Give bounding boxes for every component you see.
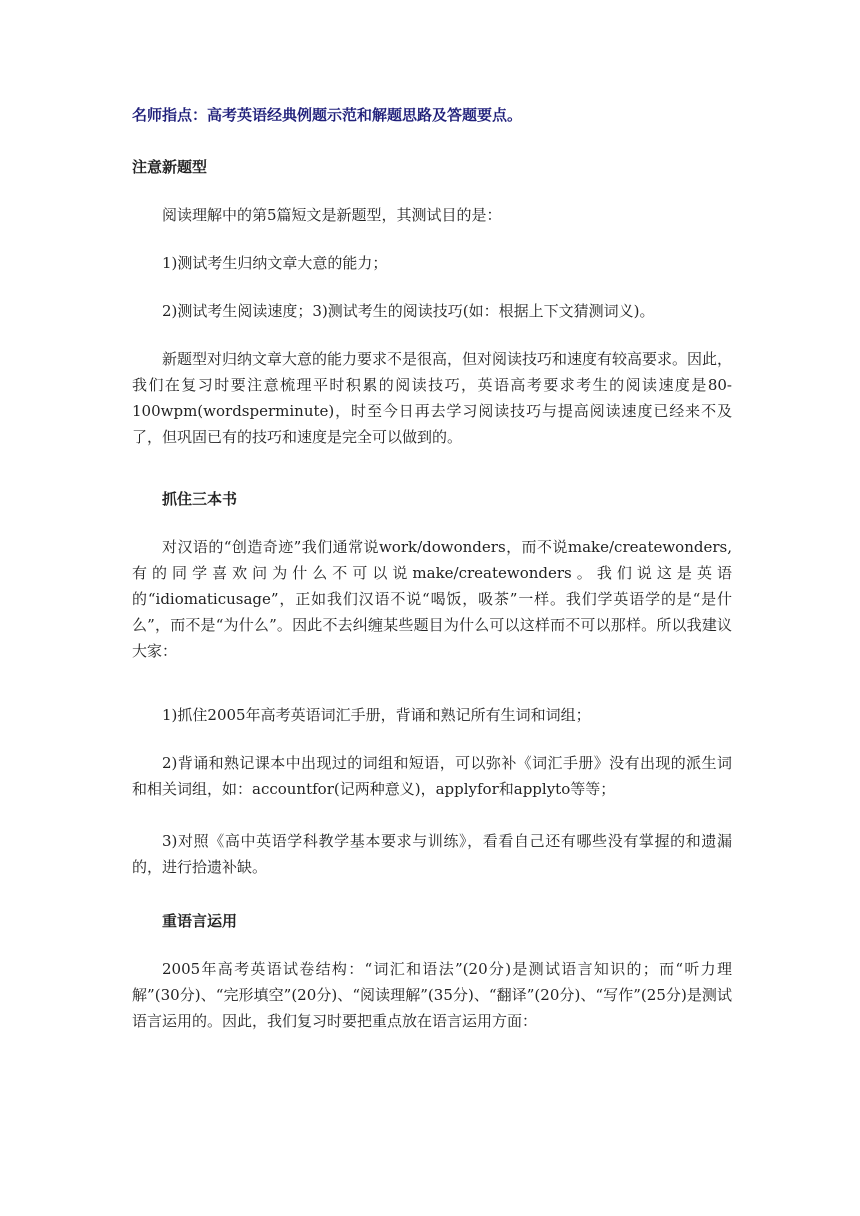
section-heading-language-use: 重语言运用 [162, 912, 238, 930]
paragraph: 阅读理解中的第5篇短文是新题型，其测试目的是： [162, 206, 502, 224]
paragraph: 对汉语的“创造奇迹”我们通常说work/dowonders，而不说make/createwonders,有的同学喜欢问为什么不可以说make/createwonders。我们说这是英语的“idiomaticusage”，正如我们汉语不说“喝饭，吸茶”一样。我们学英语学的是“是什么”，而不是“为什么”。因此不去纠缠某些题目为什么可以这样而不可以那样。所以我建议大家： [132, 538, 732, 660]
paragraph: 2)背诵和熟记课本中出现过的词组和短语，可以弥补《词汇手册》没有出现的派生词和相关词组，如：accountfor(记两种意义)，applyfor和applyto等等； [132, 754, 732, 798]
document-title: 名师指点：高考英语经典例题示范和解题思路及答题要点。 [132, 106, 523, 124]
paragraph: 2)测试考生阅读速度；3)测试考生的阅读技巧(如：根据上下文猜测词义)。 [162, 302, 655, 320]
section-heading-three-books: 抓住三本书 [162, 490, 238, 508]
paragraph: 3)对照《高中英语学科教学基本要求与训练》，看看自己还有哪些没有掌握的和遗漏的，进行拾遗补缺。 [132, 832, 732, 876]
paragraph: 1)抓住2005年高考英语词汇手册，背诵和熟记所有生词和词组； [162, 706, 591, 724]
paragraph: 2005年高考英语试卷结构：“词汇和语法”(20分)是测试语言知识的；而“听力理解”(30分)、“完形填空”(20分)、“阅读理解”(35分)、“翻译”(20分)、“写作”(25分)是测试语言运用的。因此，我们复习时要把重点放在语言运用方面： [132, 960, 732, 1030]
paragraph: 新题型对归纳文章大意的能力要求不是很高，但对阅读技巧和速度有较高要求。因此，我们在复习时要注意梳理平时积累的阅读技巧，英语高考要求考生的阅读速度是80-100wpm(wordsperminute)，时至今日再去学习阅读技巧与提高阅读速度已经来不及了，但巩固已有的技巧和速度是完全可以做到的。 [132, 350, 733, 446]
section-heading-new-question-type: 注意新题型 [132, 158, 208, 176]
paragraph: 1)测试考生归纳文章大意的能力； [162, 254, 388, 272]
